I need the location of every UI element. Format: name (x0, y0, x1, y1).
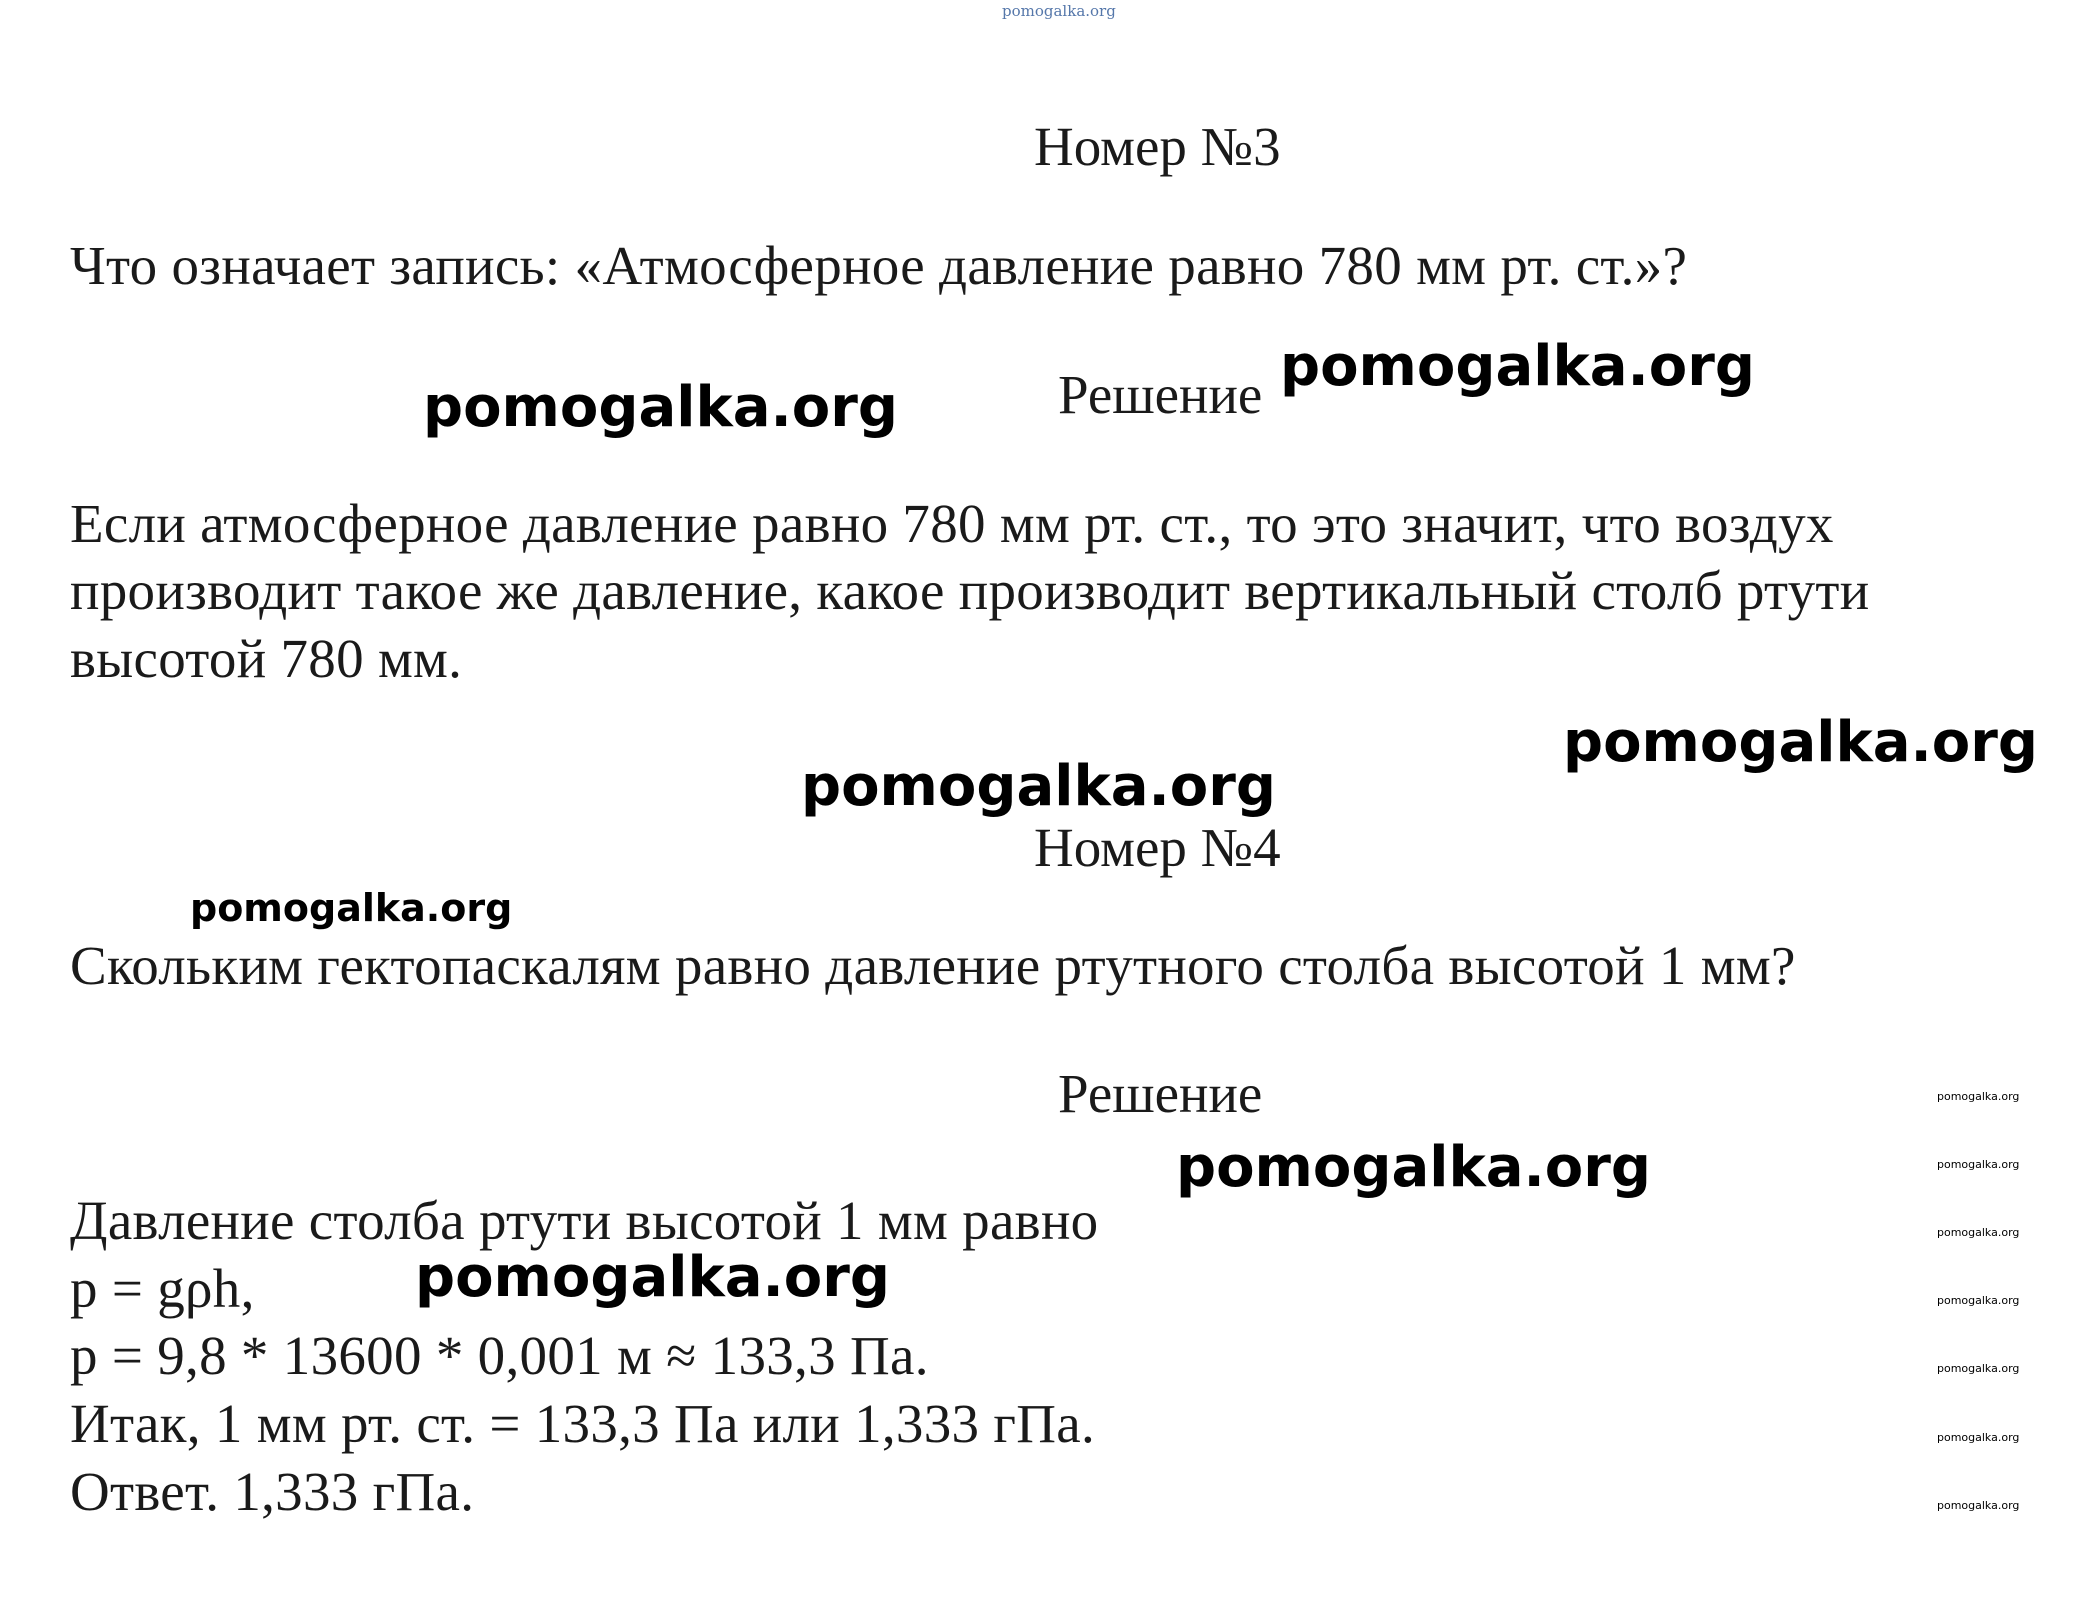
problem3-answer-line: производит такое же давление, какое производит вертикальный столб ртути (70, 560, 1870, 621)
side-watermark: pomogalka.org (1937, 1090, 2020, 1103)
top-watermark: pomogalka.org (1002, 2, 1116, 20)
problem4-solution-line: Ответ. 1,333 гПа. (70, 1461, 475, 1522)
side-watermark: pomogalka.org (1937, 1158, 2020, 1171)
side-watermark: pomogalka.org (1937, 1499, 2020, 1512)
side-watermark: pomogalka.org (1937, 1431, 2020, 1444)
watermark: pomogalka.org (1280, 334, 1755, 399)
problem4-heading: Номер №4 (1034, 817, 1281, 878)
problem3-heading: Номер №3 (1034, 116, 1281, 177)
problem4-solution-heading: Решение (1058, 1063, 1263, 1124)
watermark: pomogalka.org (423, 375, 898, 440)
side-watermark: pomogalka.org (1937, 1226, 2020, 1239)
problem4-solution-line: p = gρh, (70, 1258, 255, 1319)
watermark: pomogalka.org (190, 886, 513, 930)
problem3-answer-line: высотой 780 мм. (70, 628, 463, 689)
watermark: pomogalka.org (415, 1245, 890, 1310)
problem3-question: Что означает запись: «Атмосферное давление равно 780 мм рт. ст.»? (70, 235, 1688, 296)
problem4-solution-line: Итак, 1 мм рт. ст. = 133,3 Па или 1,333 гПа. (70, 1393, 1096, 1454)
problem4-solution-line: Давление столба ртути высотой 1 мм равно (70, 1190, 1099, 1251)
problem4-solution-line: p = 9,8 * 13600 * 0,001 м ≈ 133,3 Па. (70, 1325, 929, 1386)
side-watermark: pomogalka.org (1937, 1294, 2020, 1307)
watermark: pomogalka.org (801, 754, 1276, 819)
watermark: pomogalka.org (1176, 1135, 1651, 1200)
problem4-question: Скольким гектопаскалям равно давление ртутного столба высотой 1 мм? (70, 935, 1796, 996)
problem3-solution-heading: Решение (1058, 364, 1263, 425)
watermark: pomogalka.org (1563, 710, 2038, 775)
problem3-answer-line: Если атмосферное давление равно 780 мм рт. ст., то это значит, что воздух (70, 493, 1834, 554)
side-watermark: pomogalka.org (1937, 1362, 2020, 1375)
